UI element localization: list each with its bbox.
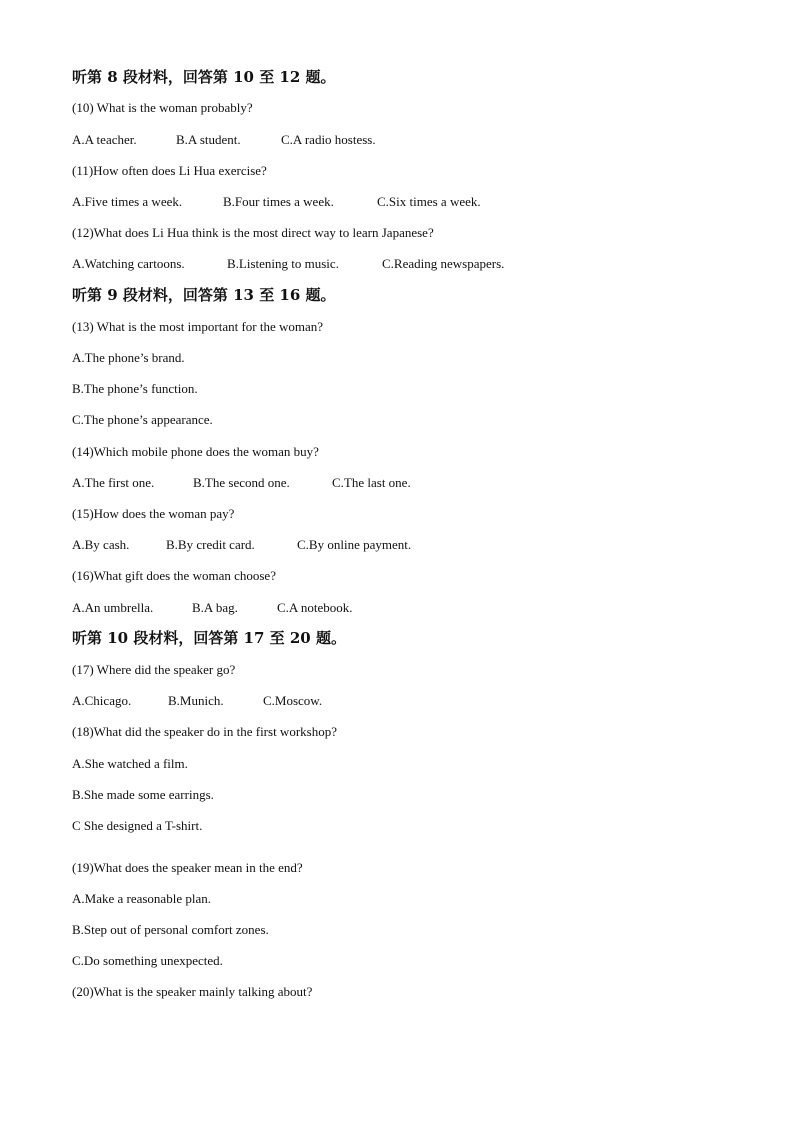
option-c: C.By online payment.	[297, 537, 412, 552]
section-heading: 听第 8 段材料，回答第 10 至 12 题。	[72, 68, 336, 86]
option-a: A.Watching cartoons.	[72, 256, 185, 271]
question-text: (15)How does the woman pay?	[72, 506, 235, 521]
question-text: (19)What does the speaker mean in the end?	[72, 860, 303, 875]
option-c: C She designed a T-shirt.	[72, 818, 203, 833]
option-c: C.Do something unexpected.	[72, 953, 223, 968]
option-b: B.A bag.	[192, 600, 238, 615]
question-text: (16)What gift does the woman choose?	[72, 568, 276, 583]
question-text: (18)What did the speaker do in the first workshop?	[72, 724, 337, 739]
question-text: (12)What does Li Hua think is the most direct way to learn Japanese?	[72, 225, 434, 240]
option-b: B.Listening to music.	[227, 256, 339, 271]
option-c: C.The last one.	[332, 475, 411, 490]
option-a: A.An umbrella.	[72, 600, 154, 615]
option-a: A.Five times a week.	[72, 194, 183, 209]
option-c: C.Reading newspapers.	[382, 256, 505, 271]
option-c: C.A radio hostess.	[281, 132, 376, 147]
question-text: (11)How often does Li Hua exercise?	[72, 163, 267, 178]
option-b: B.Step out of personal comfort zones.	[72, 922, 269, 937]
option-b: B.The phone’s function.	[72, 381, 198, 396]
section-heading: 听第 9 段材料，回答第 13 至 16 题。	[72, 286, 336, 304]
option-c: C.Moscow.	[263, 693, 323, 708]
option-a: A.She watched a film.	[72, 756, 188, 771]
option-a: A.The phone’s brand.	[72, 350, 185, 365]
option-b: B.A student.	[176, 132, 241, 147]
question-text: (13) What is the most important for the woman?	[72, 319, 324, 334]
option-b: B.Four times a week.	[223, 194, 334, 209]
option-c: C.The phone’s appearance.	[72, 412, 213, 427]
section-heading: 听第 10 段材料，回答第 17 至 20 题。	[72, 629, 346, 647]
option-a: A.Make a reasonable plan.	[72, 891, 211, 906]
option-b: B.Munich.	[168, 693, 224, 708]
question-text: (20)What is the speaker mainly talking about?	[72, 984, 313, 999]
option-c: C.Six times a week.	[377, 194, 481, 209]
question-text: (14)Which mobile phone does the woman buy?	[72, 444, 319, 459]
option-b: B.By credit card.	[166, 537, 255, 552]
question-text: (17) Where did the speaker go?	[72, 662, 236, 677]
question-text: (10) What is the woman probably?	[72, 100, 253, 115]
option-b: B.She made some earrings.	[72, 787, 214, 802]
option-a: A.By cash.	[72, 537, 130, 552]
option-a: A.Chicago.	[72, 693, 132, 708]
option-a: A.The first one.	[72, 475, 155, 490]
option-b: B.The second one.	[193, 475, 290, 490]
option-a: A.A teacher.	[72, 132, 137, 147]
option-c: C.A notebook.	[277, 600, 353, 615]
